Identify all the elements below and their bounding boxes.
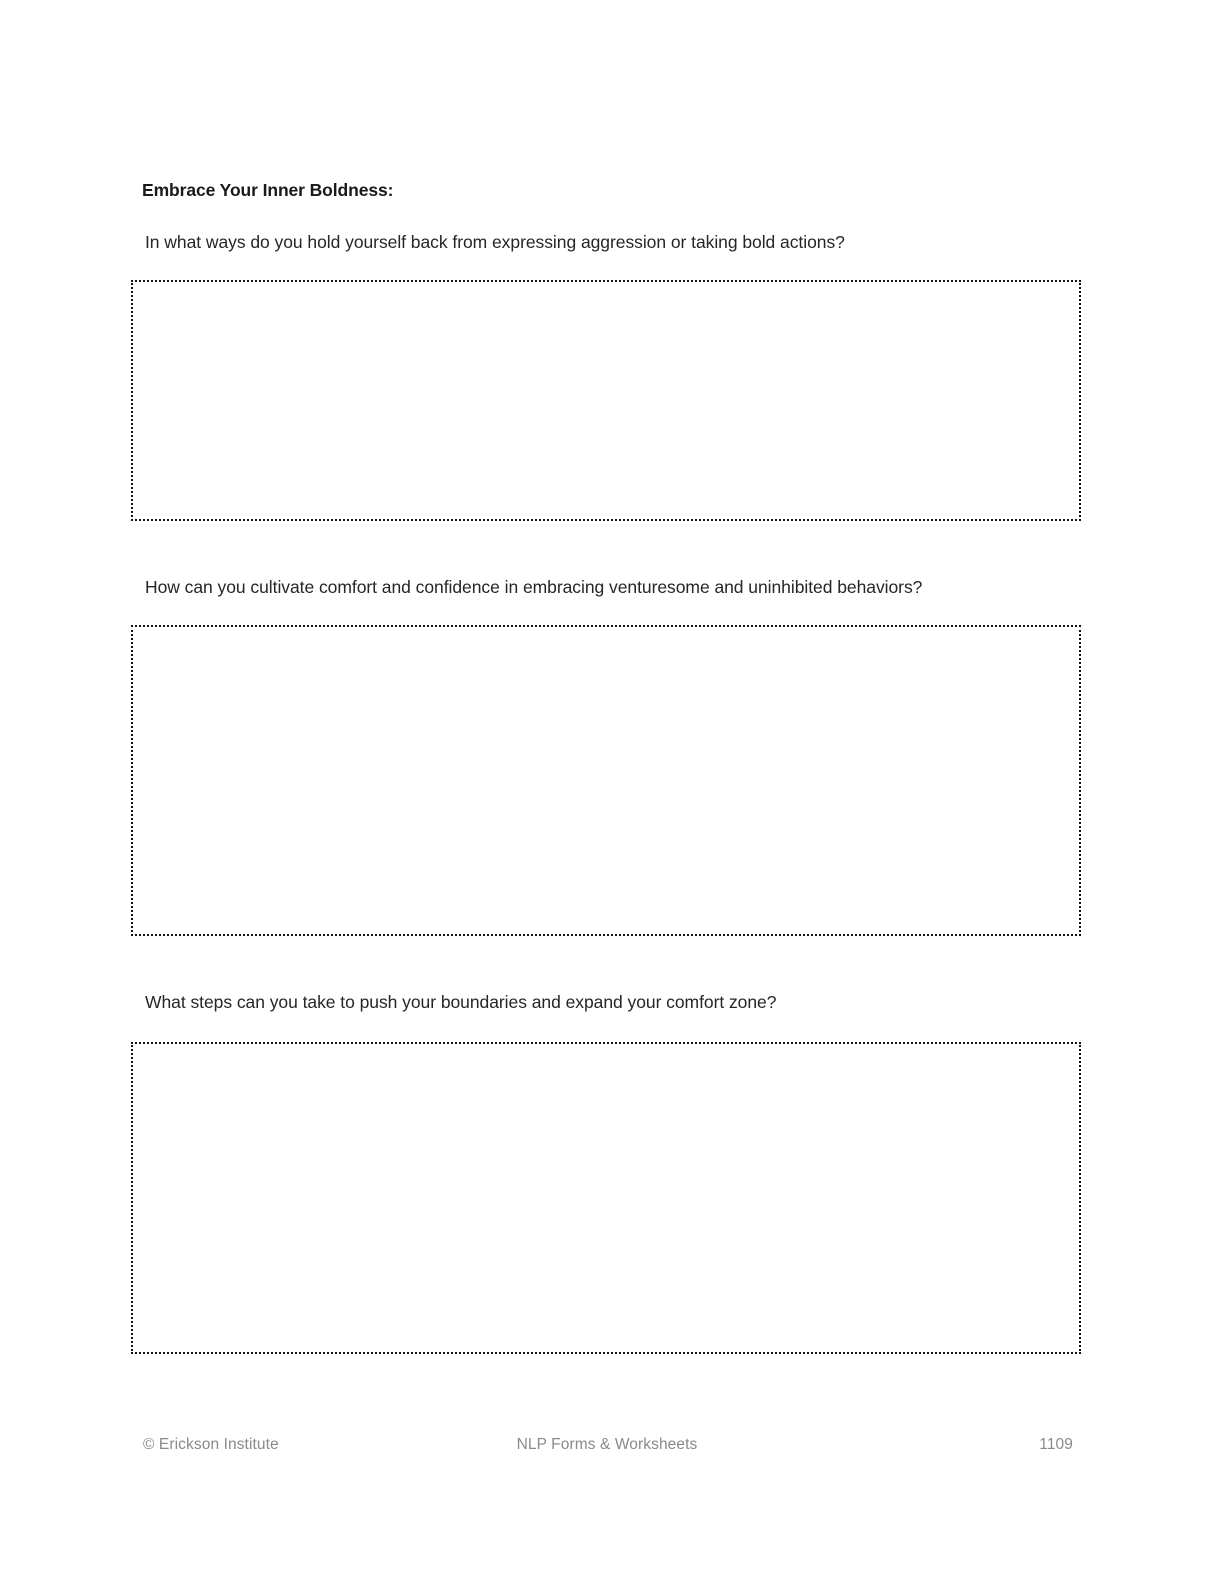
page-footer (131, 1436, 1083, 1460)
question-label-1: In what ways do you hold yourself back from expressing aggression or taking bold actions? (145, 232, 845, 252)
answer-field-1[interactable] (131, 280, 1081, 521)
footer-document-title: NLP Forms & Worksheets (516, 1436, 698, 1453)
question-label-2: How can you cultivate comfort and confidence in embracing venturesome and uninhibited behaviors? (145, 577, 923, 597)
answer-field-3[interactable] (131, 1042, 1081, 1354)
footer-page-number: 1109 (1039, 1436, 1073, 1453)
answer-field-2[interactable] (131, 625, 1081, 936)
question-label-3: What steps can you take to push your boundaries and expand your comfort zone? (145, 992, 777, 1012)
footer-copyright: © Erickson Institute (143, 1436, 279, 1453)
page-title: Embrace Your Inner Boldness: (142, 180, 394, 200)
